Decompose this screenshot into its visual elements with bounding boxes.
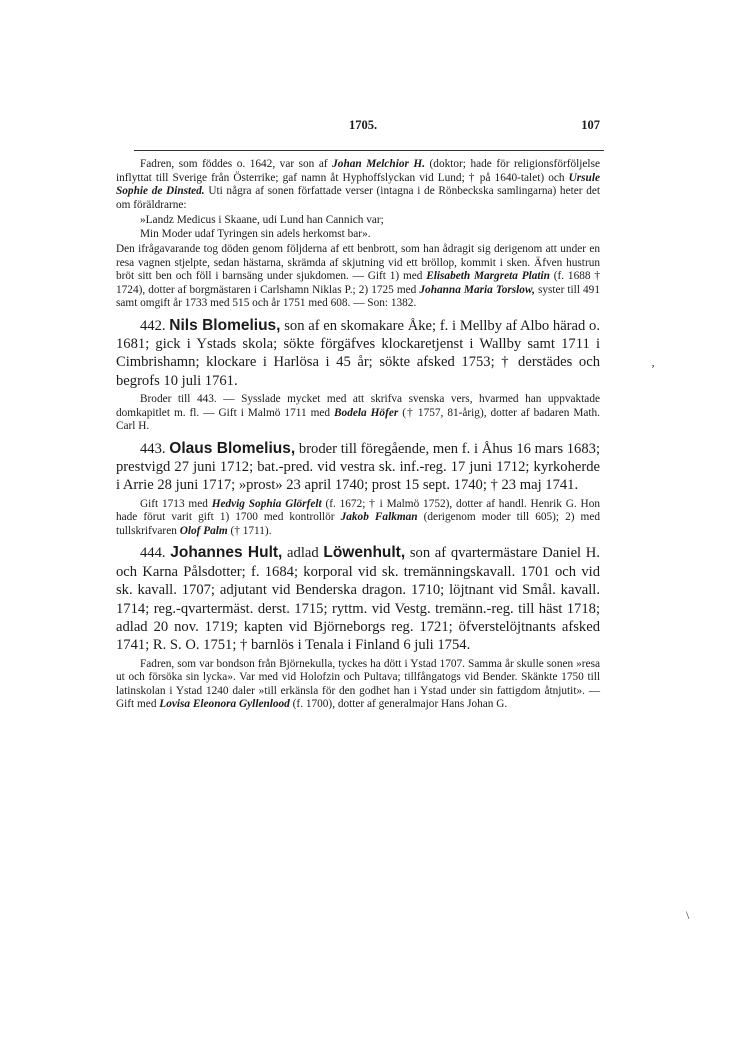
first-wife-name: Elisabeth Margreta Platin [426,270,550,282]
entry-name-mid: adlad [282,545,324,562]
entry-number: 442. [140,317,166,334]
entry-444 [116,544,600,654]
entry-number: 443. [140,440,166,457]
note-text-d: († 1711). [227,524,272,537]
note-text-a: Fadren, som var bondson från Björnekulla, tyckes ha dött i Ystad 1707. Samma år skulle sonen »resa ut och försöka sin lycka». Var med vid Holofzin och Pultava; tillfångatogs vid Bender. Skänkte 1750 till latinskolan i Ystad 1240 daler »till erkänsla för den godhet han i Ystad under sin fattigdom åtnjutit». — Gift med [116,657,600,711]
verse-quote [140,214,600,241]
entry-444-note [116,658,600,712]
entry-number: 444. [140,545,166,562]
running-header [116,118,600,138]
entry-442 [116,317,600,391]
intro-paragraph-2 [116,243,600,311]
intro-text-2a: Den ifrågavarande tog döden genom följderna af ett benbrott, som han ådragit sig derigenom att under en resa vagnen stjelpte, sedan hästarna, skrämda af skjutning vid ett bröllop, kommit i sken. Äfven hustrun bröt sitt ben och föll i barnsäng under sjukdomen. — Gift 1) med [116,243,600,282]
margin-mark-lower: \ [686,908,690,922]
verse-line-1: »Landz Medicus i Skaane, udi Lund han Cannich var; [140,214,384,226]
note-wife-name: Bodela Höfer [334,406,399,419]
note-text-a: Broder till 443. — Sysslade mycket med att skrifva svenska vers, hvarmed han uppvaktade domkapitlet m. fl. — Gift i Malmö 1711 med [116,393,600,419]
entry-text: son af en skomakare Åke; f. i Mellby af Albo härad o. 1681; gick i Ystads skola; sökte förgäfves klockaretjenst i Wallby samt 1711 i Cimbrishamn; klockare i Harlösa i 45 år; sökte afsked 1753; † derstädes och begrofs 10 juli 1761. [116,317,600,389]
header-rule [134,150,604,151]
second-wife-name: Johanna Maria Torslow, [419,283,535,296]
entry-text: broder till föregående, men f. i Åhus 16 mars 1683; prestvigd 27 juni 1712; bat.-pred. vid vestra sk. inf.-reg. 17 juni 1712; kyrkoherde i Arrie 28 juni 1717; »prost» 23 april 1740; prost 15 sept. 1740; † 23 maj 1741. [116,440,601,494]
margin-mark-upper: ʼ [651,362,655,376]
entry-443 [116,440,600,495]
entry-text: son af qvartermästare Daniel H. och Karna Pålsdotter; f. 1684; korporal vid sk. tremänningskavall. 1701 och vid sk. kavall. 1707; adjutant vid Benderska dragon. 1710; löjtnant vid Smål. kavall. 1714; reg.-qvartermäst. derst. 1715; ryttm. vid Vestg. tremänn.-reg. till häst 1718; adlad 20 nov. 1719; kapten vid Björneborgs reg. 1721; öfverstelöjtnants afsked 1741; R. S. O. 1751; † barnlös i Tenala i Finland 6 juli 1754. [116,545,600,654]
note-text-a: Gift 1713 med [140,497,212,510]
header-year: 1705. [349,118,378,132]
note-text-b: (f. 1672; † i Malmö 1752), dotter af handl. Henrik G. Hon hade förut varit gift 1) 1700 med kontrollör [116,497,600,524]
note-name-3: Olof Palm [179,524,228,537]
note-wife-name: Hedvig Sophia Glörfelt [211,497,322,510]
page [116,118,600,138]
page-body [116,158,600,712]
intro-text-1: Fadren, som föddes o. 1642, var son af [140,158,333,170]
intro-text-1b: (doktor; hade för religionsförföljelse inflyttat till Sverige från Österrike; gaf namn åt Hyphoffslyckan vid Lund; † på 1640-talet) och [116,158,600,184]
entry-name: Nils Blomelius, [169,316,281,334]
entry-name: Olaus Blomelius, [169,439,296,457]
note-wife-name: Lovisa Eleonora Gyllenlood [159,698,290,711]
page-number: 107 [581,118,600,132]
intro-text-2c: syster till 491 samt omgift år 1733 med 515 och år 1751 med 608. — Son: 1382. [116,283,600,309]
entry-noble-name: Löwenhult, [323,544,406,562]
entry-name: Johannes Hult, [170,544,283,562]
intro-paragraph-1 [116,158,600,212]
entry-442-note [116,393,600,434]
intro-text-2b: (f. 1688 † 1724), dotter af borgmästaren i Carlshamn Niklas P.; 2) 1725 med [116,270,600,296]
note-text-c: (derigenom moder till 605); 2) med tullskrifvaren [116,511,600,537]
intro-mother-name: Ursule Sophie de Dinsted. [116,171,600,197]
entry-443-note [116,498,600,539]
intro-father-name: Johan Melchior H. [332,158,426,170]
note-text-b: († 1757, 81-årig), dotter af badaren Math. Carl H. [116,406,601,433]
intro-text-1c: Uti några af sonen författade verser (intagna i de Rönbeckska samlingarna) heter det om föräldrarne: [116,185,600,211]
verse-line-2: Min Moder udaf Tyringen sin adels herkomst bar». [140,227,371,240]
note-name-2: Jakob Falkman [340,511,418,524]
note-text-b: (f. 1700), dotter af generalmajor Hans Johan G. [289,698,508,711]
